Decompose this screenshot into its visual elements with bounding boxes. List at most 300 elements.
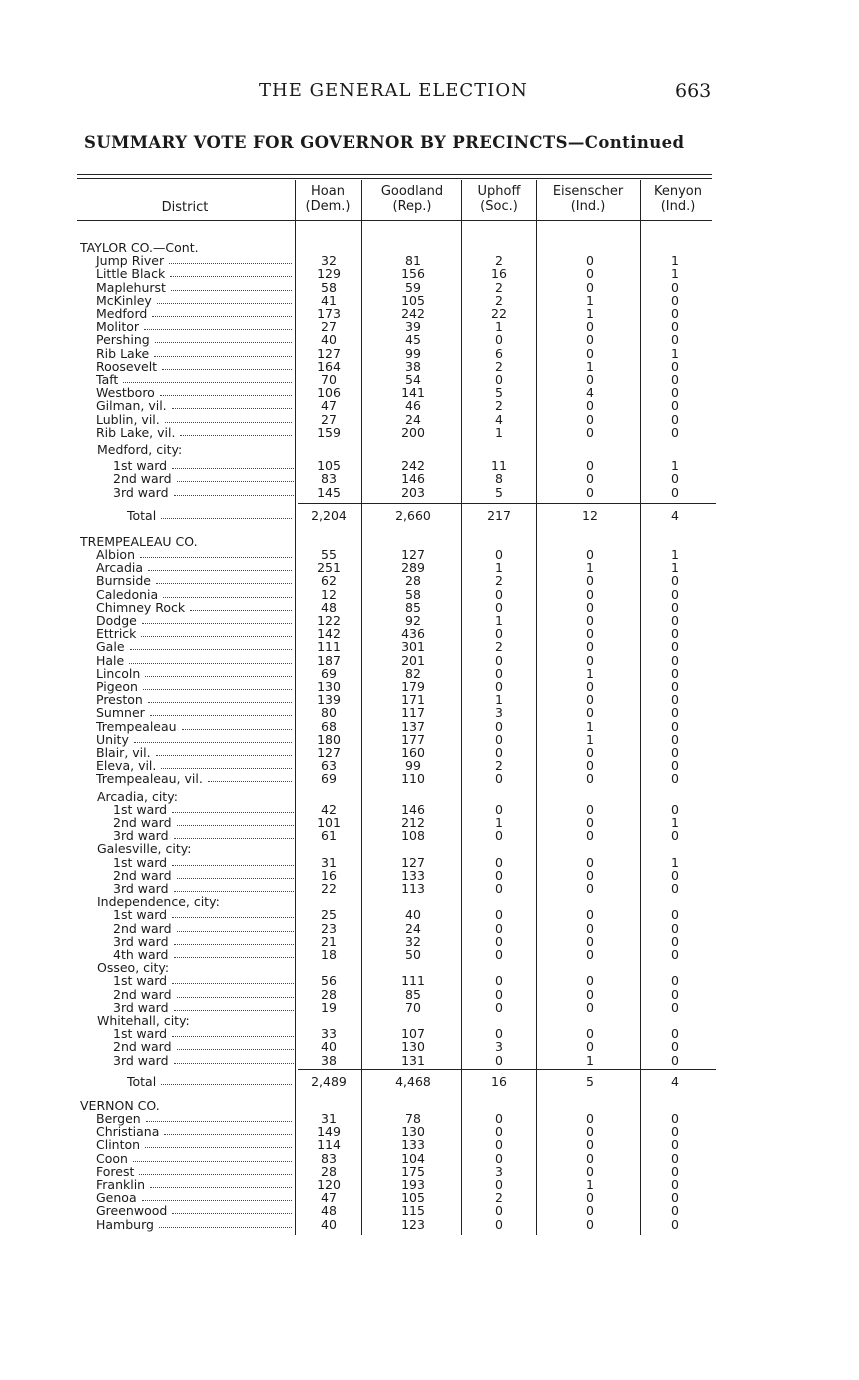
eisenscher-votes: 0	[586, 398, 594, 414]
goodland-votes: 201	[401, 652, 425, 668]
kenyon-votes: 1	[671, 815, 679, 830]
hoan-votes: 127	[317, 345, 341, 361]
hoan-votes: 19	[321, 999, 337, 1015]
eisenscher-votes: 0	[586, 1216, 594, 1232]
goodland-votes: 203	[401, 484, 425, 500]
hoan-votes: 56	[321, 973, 337, 989]
hoan-votes: 40	[321, 1039, 337, 1055]
uphoff-votes: 5	[495, 484, 503, 500]
hoan-votes: 139	[317, 692, 341, 708]
eisenscher-votes: 0	[586, 1124, 594, 1140]
uphoff-votes: 0	[495, 679, 503, 694]
district-name: Preston	[96, 692, 143, 708]
precinct-row	[0, 486, 859, 500]
goodland-votes: 146	[401, 471, 425, 487]
running-title: THE GENERAL ELECTION	[259, 80, 528, 101]
district-name: 3rd ward	[113, 1052, 169, 1068]
eisenscher-votes: 0	[586, 424, 594, 440]
leader-dots	[140, 548, 292, 558]
kenyon-votes: 0	[671, 1150, 679, 1166]
eisenscher-votes: 0	[586, 279, 594, 295]
uphoff-votes: 0	[495, 867, 503, 883]
column-header-party: (Rep.)	[392, 199, 432, 214]
column-header-name: Uphoff	[477, 184, 521, 199]
kenyon-votes: 4	[671, 507, 679, 523]
district-name: Hamburg	[96, 1216, 154, 1232]
leader-dots	[130, 640, 292, 650]
goodland-votes: 117	[401, 705, 425, 721]
leader-dots	[143, 680, 292, 690]
district-name: Gale	[96, 639, 125, 655]
hoan-votes: 69	[321, 771, 337, 787]
kenyon-votes: 1	[671, 854, 679, 870]
hoan-votes: 16	[321, 867, 337, 883]
goodland-votes: 130	[401, 1039, 425, 1055]
leader-dots	[182, 720, 292, 730]
leader-dots	[170, 267, 292, 277]
uphoff-votes: 0	[495, 907, 503, 923]
eisenscher-votes: 0	[586, 599, 594, 615]
goodland-votes: 301	[401, 639, 425, 655]
goodland-votes: 32	[405, 933, 421, 949]
district-name: Coon	[96, 1150, 128, 1166]
kenyon-votes: 1	[671, 560, 679, 576]
eisenscher-votes: 0	[586, 1137, 594, 1153]
uphoff-votes: 1	[495, 560, 503, 576]
uphoff-votes: 0	[495, 854, 503, 870]
eisenscher-votes: 12	[582, 507, 598, 523]
district-name: TAYLOR CO.—Cont.	[80, 240, 199, 255]
district-name: Roosevelt	[96, 358, 158, 374]
precinct-row	[0, 627, 859, 641]
column-header-name: Goodland	[380, 184, 444, 199]
hoan-votes: 55	[321, 547, 337, 562]
goodland-votes: 436	[401, 626, 425, 642]
goodland-votes: 127	[401, 547, 425, 562]
eisenscher-votes: 0	[586, 586, 594, 602]
leader-dots	[177, 988, 294, 998]
hoan-votes: 187	[317, 652, 341, 668]
uphoff-votes: 1	[495, 613, 503, 628]
uphoff-votes: 0	[495, 1150, 503, 1166]
leader-dots	[180, 426, 292, 436]
district-name: Molitor	[96, 319, 140, 335]
leader-dots	[161, 1075, 292, 1085]
district-column-header: District	[161, 200, 209, 215]
hoan-votes: 27	[321, 411, 337, 427]
kenyon-votes: 0	[671, 332, 679, 348]
uphoff-votes: 2	[495, 253, 503, 269]
hoan-votes: 251	[317, 560, 341, 576]
eisenscher-votes: 1	[586, 560, 594, 576]
hoan-votes: 21	[321, 933, 337, 949]
district-name: Gilman, vil.	[96, 398, 167, 414]
district-name: Arcadia	[96, 560, 144, 576]
kenyon-votes: 0	[671, 279, 679, 295]
district-name: Westboro	[96, 385, 155, 401]
goodland-votes: 85	[405, 986, 421, 1002]
hoan-votes: 159	[317, 424, 341, 440]
eisenscher-votes: 0	[586, 828, 594, 844]
uphoff-votes: 0	[495, 372, 503, 387]
uphoff-votes: 0	[495, 1026, 503, 1042]
leader-dots	[156, 574, 292, 584]
district-name: Ettrick	[96, 626, 137, 642]
eisenscher-votes: 0	[586, 266, 594, 282]
goodland-votes: 92	[405, 613, 421, 628]
district-name: Jump River	[96, 253, 165, 269]
district-name: 1st ward	[113, 907, 168, 923]
precinct-row	[0, 426, 859, 440]
goodland-votes: 59	[405, 279, 421, 295]
hoan-votes: 122	[317, 613, 341, 628]
uphoff-votes: 2	[495, 358, 503, 374]
kenyon-votes: 0	[671, 947, 679, 962]
kenyon-votes: 0	[671, 679, 679, 694]
goodland-votes: 85	[405, 599, 421, 615]
leader-dots	[148, 693, 292, 703]
eisenscher-votes: 0	[586, 1190, 594, 1206]
leader-dots	[162, 360, 292, 370]
kenyon-votes: 0	[671, 986, 679, 1002]
uphoff-votes: 0	[495, 1124, 503, 1140]
goodland-votes: 141	[401, 385, 425, 401]
hoan-votes: 69	[321, 665, 337, 681]
precinct-row	[0, 360, 859, 374]
goodland-votes: 54	[405, 372, 421, 387]
leader-dots	[160, 386, 292, 396]
eisenscher-votes: 0	[586, 1203, 594, 1219]
goodland-votes: 39	[405, 319, 421, 335]
leader-dots	[161, 509, 292, 519]
district-name: Rib Lake, vil.	[96, 424, 176, 440]
leader-dots	[156, 746, 292, 756]
uphoff-votes: 0	[495, 1216, 503, 1232]
leader-dots	[177, 816, 294, 826]
kenyon-votes: 0	[671, 1203, 679, 1219]
hoan-votes: 42	[321, 801, 337, 817]
district-name: 3rd ward	[113, 828, 169, 844]
goodland-votes: 4,468	[395, 1073, 431, 1089]
leader-dots	[134, 733, 292, 743]
goodland-votes: 105	[401, 292, 425, 308]
uphoff-votes: 2	[495, 758, 503, 774]
kenyon-votes: 0	[671, 1216, 679, 1232]
uphoff-votes: 1	[495, 424, 503, 440]
district-name: Albion	[96, 547, 136, 562]
kenyon-votes: 0	[671, 626, 679, 642]
eisenscher-votes: 0	[586, 332, 594, 348]
hoan-votes: 62	[321, 573, 337, 589]
kenyon-votes: 0	[671, 613, 679, 628]
uphoff-votes: 0	[495, 547, 503, 562]
district-name: Taft	[96, 372, 119, 387]
leader-dots	[174, 948, 294, 958]
district-name: 2nd ward	[113, 867, 172, 883]
district-name: Maplehurst	[96, 279, 166, 295]
eisenscher-votes: 0	[586, 1039, 594, 1055]
kenyon-votes: 0	[671, 718, 679, 734]
hoan-votes: 70	[321, 372, 337, 387]
leader-dots	[123, 373, 292, 383]
goodland-votes: 110	[401, 771, 425, 787]
eisenscher-votes: 0	[586, 639, 594, 655]
goodland-votes: 177	[401, 731, 425, 747]
hoan-votes: 105	[317, 458, 341, 474]
column-header-party: (Ind.)	[660, 199, 696, 214]
leader-dots	[208, 772, 292, 782]
eisenscher-votes: 0	[586, 881, 594, 896]
district-name: Pigeon	[96, 679, 138, 694]
eisenscher-votes: 0	[586, 471, 594, 487]
goodland-votes: 38	[405, 358, 421, 374]
hoan-votes: 28	[321, 986, 337, 1002]
kenyon-votes: 0	[671, 1052, 679, 1068]
uphoff-votes: 0	[495, 1052, 503, 1068]
district-name: 1st ward	[113, 854, 168, 870]
hoan-votes: 28	[321, 1163, 337, 1179]
district-name: 2nd ward	[113, 471, 172, 487]
leader-dots	[159, 1218, 292, 1228]
district-name: Total	[127, 1073, 157, 1089]
uphoff-votes: 3	[495, 1163, 503, 1179]
eisenscher-votes: 0	[586, 1150, 594, 1166]
district-name: Sumner	[96, 705, 145, 721]
kenyon-votes: 1	[671, 253, 679, 269]
hoan-votes: 173	[317, 306, 341, 321]
district-name: Trempealeau, vil.	[96, 771, 203, 787]
uphoff-votes: 16	[491, 1073, 507, 1089]
eisenscher-votes: 0	[586, 1163, 594, 1179]
eisenscher-votes: 0	[586, 613, 594, 628]
leader-dots	[161, 759, 292, 769]
kenyon-votes: 0	[671, 1137, 679, 1153]
hoan-votes: 142	[317, 626, 341, 642]
kenyon-votes: 0	[671, 973, 679, 989]
eisenscher-votes: 0	[586, 745, 594, 760]
goodland-votes: 81	[405, 253, 421, 269]
kenyon-votes: 0	[671, 292, 679, 308]
kenyon-votes: 0	[671, 1190, 679, 1206]
kenyon-votes: 0	[671, 758, 679, 774]
goodland-votes: 113	[401, 881, 425, 896]
district-name: Independence, city:	[97, 894, 220, 910]
leader-dots	[157, 294, 292, 304]
leader-dots	[177, 1040, 294, 1050]
leader-dots	[172, 1027, 294, 1037]
total-rule	[298, 1069, 716, 1070]
district-name: Trempealeau	[96, 718, 177, 734]
leader-dots	[150, 706, 292, 716]
kenyon-votes: 1	[671, 266, 679, 282]
hoan-votes: 41	[321, 292, 337, 308]
hoan-votes: 127	[317, 745, 341, 760]
eisenscher-votes: 1	[586, 718, 594, 734]
goodland-votes: 40	[405, 907, 421, 923]
eisenscher-votes: 0	[586, 319, 594, 335]
district-name: Franklin	[96, 1177, 146, 1192]
hoan-votes: 25	[321, 907, 337, 923]
hoan-votes: 27	[321, 319, 337, 335]
goodland-votes: 111	[401, 973, 425, 989]
leader-dots	[133, 1152, 292, 1162]
eisenscher-votes: 0	[586, 626, 594, 642]
leader-dots	[148, 561, 292, 571]
hoan-votes: 23	[321, 920, 337, 936]
goodland-votes: 123	[401, 1216, 425, 1232]
uphoff-votes: 0	[495, 718, 503, 734]
eisenscher-votes: 0	[586, 1026, 594, 1042]
column-header-party: (Ind.)	[570, 199, 606, 214]
kenyon-votes: 0	[671, 306, 679, 321]
leader-dots	[172, 399, 292, 409]
hoan-votes: 31	[321, 1111, 337, 1126]
district-name: TREMPEALEAU CO.	[80, 533, 198, 549]
hoan-votes: 129	[317, 266, 341, 282]
eisenscher-votes: 0	[586, 547, 594, 562]
hoan-votes: 145	[317, 484, 341, 500]
hoan-votes: 2,204	[311, 507, 347, 523]
goodland-votes: 156	[401, 266, 425, 282]
eisenscher-votes: 0	[586, 573, 594, 589]
eisenscher-votes: 4	[586, 385, 594, 401]
uphoff-votes: 2	[495, 573, 503, 589]
district-name: Total	[127, 507, 157, 523]
leader-dots	[190, 601, 292, 611]
goodland-votes: 50	[405, 947, 421, 962]
leader-dots	[171, 281, 292, 291]
leader-dots	[172, 974, 294, 984]
district-name: McKinley	[96, 292, 152, 308]
uphoff-votes: 3	[495, 705, 503, 721]
district-name: Forest	[96, 1163, 135, 1179]
hoan-votes: 164	[317, 358, 341, 374]
kenyon-votes: 0	[671, 1039, 679, 1055]
goodland-votes: 107	[401, 1026, 425, 1042]
kenyon-votes: 0	[671, 692, 679, 708]
eisenscher-votes: 0	[586, 986, 594, 1002]
kenyon-votes: 0	[671, 599, 679, 615]
column-header-name: Eisenscher	[552, 184, 624, 199]
goodland-votes: 171	[401, 692, 425, 708]
district-name: 2nd ward	[113, 920, 172, 936]
leader-dots	[169, 254, 292, 264]
eisenscher-votes: 0	[586, 411, 594, 427]
hoan-votes: 111	[317, 639, 341, 655]
uphoff-votes: 3	[495, 1039, 503, 1055]
hoan-votes: 58	[321, 279, 337, 295]
leader-dots	[154, 347, 292, 357]
leader-dots	[177, 472, 294, 482]
goodland-votes: 137	[401, 718, 425, 734]
district-name: Greenwood	[96, 1203, 168, 1219]
hoan-votes: 48	[321, 1203, 337, 1219]
leader-dots	[172, 856, 294, 866]
district-name: Little Black	[96, 266, 166, 282]
hoan-votes: 18	[321, 947, 337, 962]
district-name: 2nd ward	[113, 1039, 172, 1055]
hoan-votes: 61	[321, 828, 337, 844]
eisenscher-votes: 5	[586, 1073, 594, 1089]
hoan-votes: 38	[321, 1052, 337, 1068]
uphoff-votes: 0	[495, 1177, 503, 1192]
goodland-votes: 45	[405, 332, 421, 348]
uphoff-votes: 0	[495, 1203, 503, 1219]
hoan-votes: 47	[321, 398, 337, 414]
hoan-votes: 2,489	[311, 1073, 347, 1089]
kenyon-votes: 0	[671, 411, 679, 427]
uphoff-votes: 0	[495, 626, 503, 642]
goodland-votes: 105	[401, 1190, 425, 1206]
goodland-votes: 78	[405, 1111, 421, 1126]
kenyon-votes: 0	[671, 665, 679, 681]
uphoff-votes: 6	[495, 345, 503, 361]
district-name: Christiana	[96, 1124, 160, 1140]
leader-dots	[144, 320, 292, 330]
district-name: Clinton	[96, 1137, 141, 1153]
district-name: Lublin, vil.	[96, 411, 160, 427]
hoan-votes: 114	[317, 1137, 341, 1153]
hoan-votes: 12	[321, 586, 337, 602]
kenyon-votes: 0	[671, 652, 679, 668]
district-name: Galesville, city:	[97, 841, 192, 857]
uphoff-votes: 22	[491, 306, 507, 321]
leader-dots	[150, 1178, 292, 1188]
leader-dots	[145, 667, 292, 677]
uphoff-votes: 0	[495, 973, 503, 989]
leader-dots	[145, 1138, 292, 1148]
eisenscher-votes: 0	[586, 801, 594, 817]
goodland-votes: 193	[401, 1177, 425, 1192]
kenyon-votes: 0	[671, 484, 679, 500]
leader-dots	[174, 935, 294, 945]
kenyon-votes: 1	[671, 458, 679, 474]
district-name: 2nd ward	[113, 815, 172, 830]
uphoff-votes: 2	[495, 292, 503, 308]
district-name: Rib Lake	[96, 345, 150, 361]
kenyon-votes: 0	[671, 771, 679, 787]
goodland-votes: 179	[401, 679, 425, 694]
kenyon-votes: 0	[671, 745, 679, 760]
district-name: 3rd ward	[113, 933, 169, 949]
district-name: 3rd ward	[113, 881, 169, 896]
goodland-votes: 58	[405, 586, 421, 602]
kenyon-votes: 0	[671, 1111, 679, 1126]
district-name: Pershing	[96, 332, 150, 348]
uphoff-votes: 0	[495, 771, 503, 787]
kenyon-votes: 0	[671, 358, 679, 374]
eisenscher-votes: 0	[586, 771, 594, 787]
district-name: Caledonia	[96, 586, 159, 602]
district-name: 4th ward	[113, 947, 169, 962]
kenyon-votes: 0	[671, 385, 679, 401]
goodland-votes: 289	[401, 560, 425, 576]
kenyon-votes: 0	[671, 586, 679, 602]
uphoff-votes: 2	[495, 279, 503, 295]
goodland-votes: 212	[401, 815, 425, 830]
kenyon-votes: 0	[671, 731, 679, 747]
district-name: 2nd ward	[113, 986, 172, 1002]
eisenscher-votes: 0	[586, 854, 594, 870]
kenyon-votes: 1	[671, 547, 679, 562]
kenyon-votes: 0	[671, 1026, 679, 1042]
total-row	[0, 509, 859, 523]
leader-dots	[174, 486, 294, 496]
precinct-row	[0, 640, 859, 654]
leader-dots	[174, 882, 294, 892]
district-name: Hale	[96, 652, 125, 668]
hoan-votes: 106	[317, 385, 341, 401]
